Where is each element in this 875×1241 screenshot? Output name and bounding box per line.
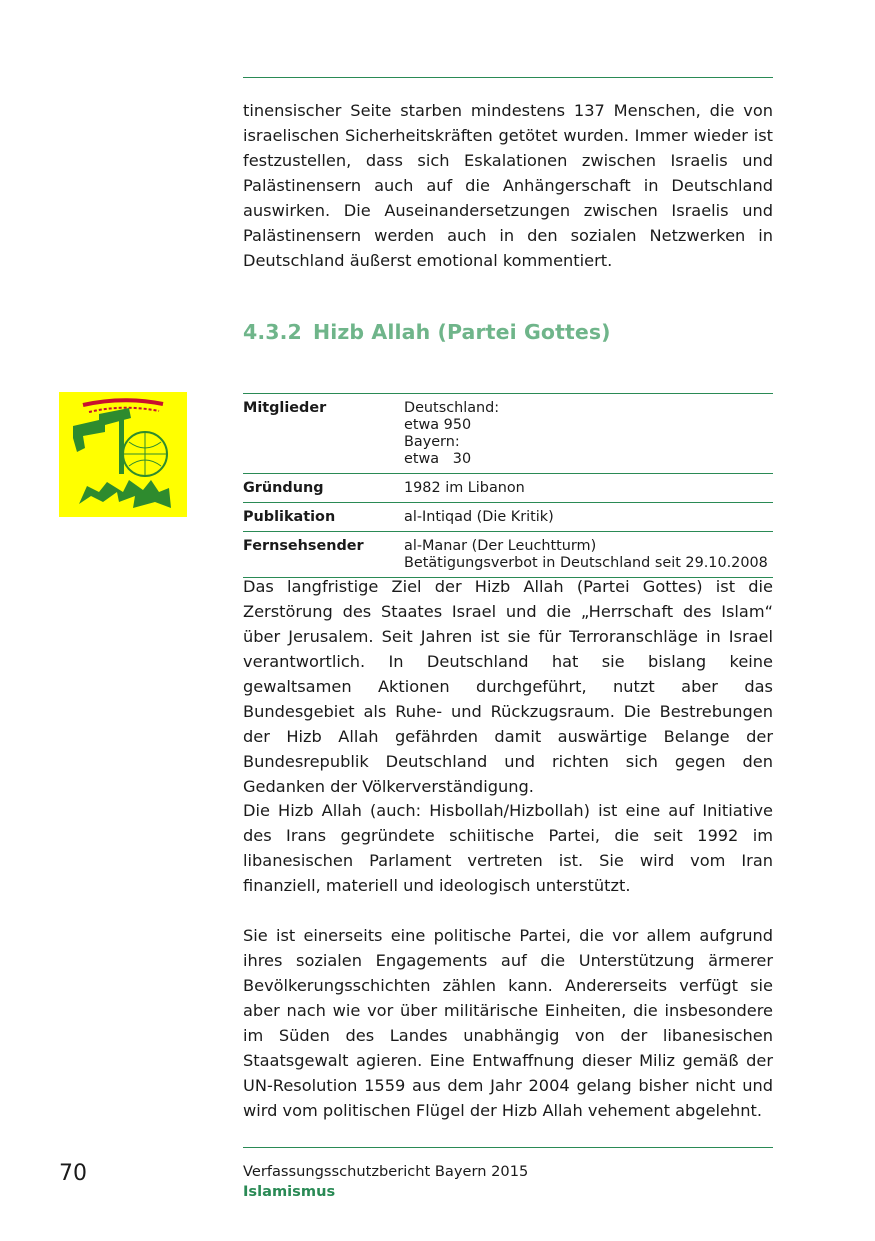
facts-row-publication bbox=[243, 502, 773, 531]
facts-row-founding bbox=[243, 473, 773, 502]
footer-section-name: Islamismus bbox=[243, 1183, 336, 1200]
hizb-allah-flag-emblem-icon bbox=[59, 392, 187, 517]
body-paragraph-2: Die Hizb Allah (auch: Hisbollah/Hizbollah) ist eine auf Initiative des Irans gegründete schiitische Partei, die seit 1992 im libanesischen Parlament vertreten ist. Sie wird vom Iran finanziell, materiell und ideologisch unterstützt. bbox=[243, 801, 773, 895]
body-paragraph-3: Sie ist einerseits eine politische Partei, die vor allem aufgrund ihres sozialen Engagements auf die Unterstützung ärmerer Bevölkerungsschichten zählen kann. Andererseits verfügt sie aber nach wie vor über militärische Einheiten, die insbesondere im Süden des Landes unabhängig von der libanesischen Staatsgewalt agieren. Eine Entwaffnung dieser Miliz gemäß der UN-Resolution 1559 aus dem Jahr 2004 gelang bisher nicht und wird vom politischen Flügel der Hizb Allah vehement abgelehnt. bbox=[243, 926, 773, 1120]
top-rule bbox=[243, 77, 773, 78]
page-number: 70 bbox=[59, 1161, 87, 1186]
body-paragraph-1: Das langfristige Ziel der Hizb Allah (Partei Gottes) ist die Zerstörung des Staates Israel und die „Herrschaft des Islam“ über Jerusalem. Seit Jahren ist sie für Terroranschläge in Israel verantwortlich. In Deutschland hat sie bislang keine gewaltsamen Aktionen durchgeführt, nutzt aber das Bundesgebiet als Ruhe- und Rückzugsraum. Die Bestrebungen der Hizb Allah gefährden damit auswärtige Belange der Bundesrepublik Deutschland und richten sich gegen den Gedanken der Völkerverständigung. bbox=[243, 577, 773, 796]
facts-value-founding: 1982 im Libanon bbox=[404, 480, 525, 496]
facts-table bbox=[243, 393, 773, 578]
members-germany-value: etwa 950 bbox=[404, 417, 472, 433]
facts-label-tv: Fernsehsender bbox=[243, 538, 364, 554]
facts-label-founding: Gründung bbox=[243, 480, 324, 496]
facts-value-publication: al-Intiqad (Die Kritik) bbox=[404, 509, 554, 525]
tv-ban-note: Betätigungsverbot in Deutschland seit 29.10.2008 bbox=[404, 555, 768, 571]
section-title: Hizb Allah (Partei Gottes) bbox=[313, 320, 611, 344]
facts-value-members bbox=[404, 400, 773, 468]
facts-label-members: Mitglieder bbox=[243, 400, 327, 416]
members-bavaria-value: etwa 30 bbox=[404, 451, 472, 467]
facts-value-tv bbox=[404, 538, 773, 572]
members-germany-label: Deutschland: bbox=[404, 400, 500, 416]
intro-paragraph: tinensischer Seite starben mindestens 137 Menschen, die von israelischen Sicherheitskräften getötet wurden. Immer wieder ist festzustellen, dass sich Eskalationen zwischen Israelis und Palästinensern auch auf die Anhängerschaft in Deutschland auswirken. Die Auseinandersetzungen zwischen Israelis und Palästinensern werden auch in den sozialen Netzwerken in Deutschland äußerst emotional kommentiert. bbox=[243, 101, 773, 270]
tv-station-name: al-Manar (Der Leuchtturm) bbox=[404, 538, 597, 554]
section-heading bbox=[243, 320, 611, 344]
section-number: 4.3.2 bbox=[243, 320, 302, 344]
members-bavaria-label: Bayern: bbox=[404, 434, 460, 450]
facts-row-tv bbox=[243, 531, 773, 578]
footer-rule bbox=[243, 1147, 773, 1148]
facts-label-publication: Publikation bbox=[243, 509, 336, 525]
footer-report-title: Verfassungsschutzbericht Bayern 2015 bbox=[243, 1163, 529, 1180]
facts-row-members bbox=[243, 393, 773, 473]
